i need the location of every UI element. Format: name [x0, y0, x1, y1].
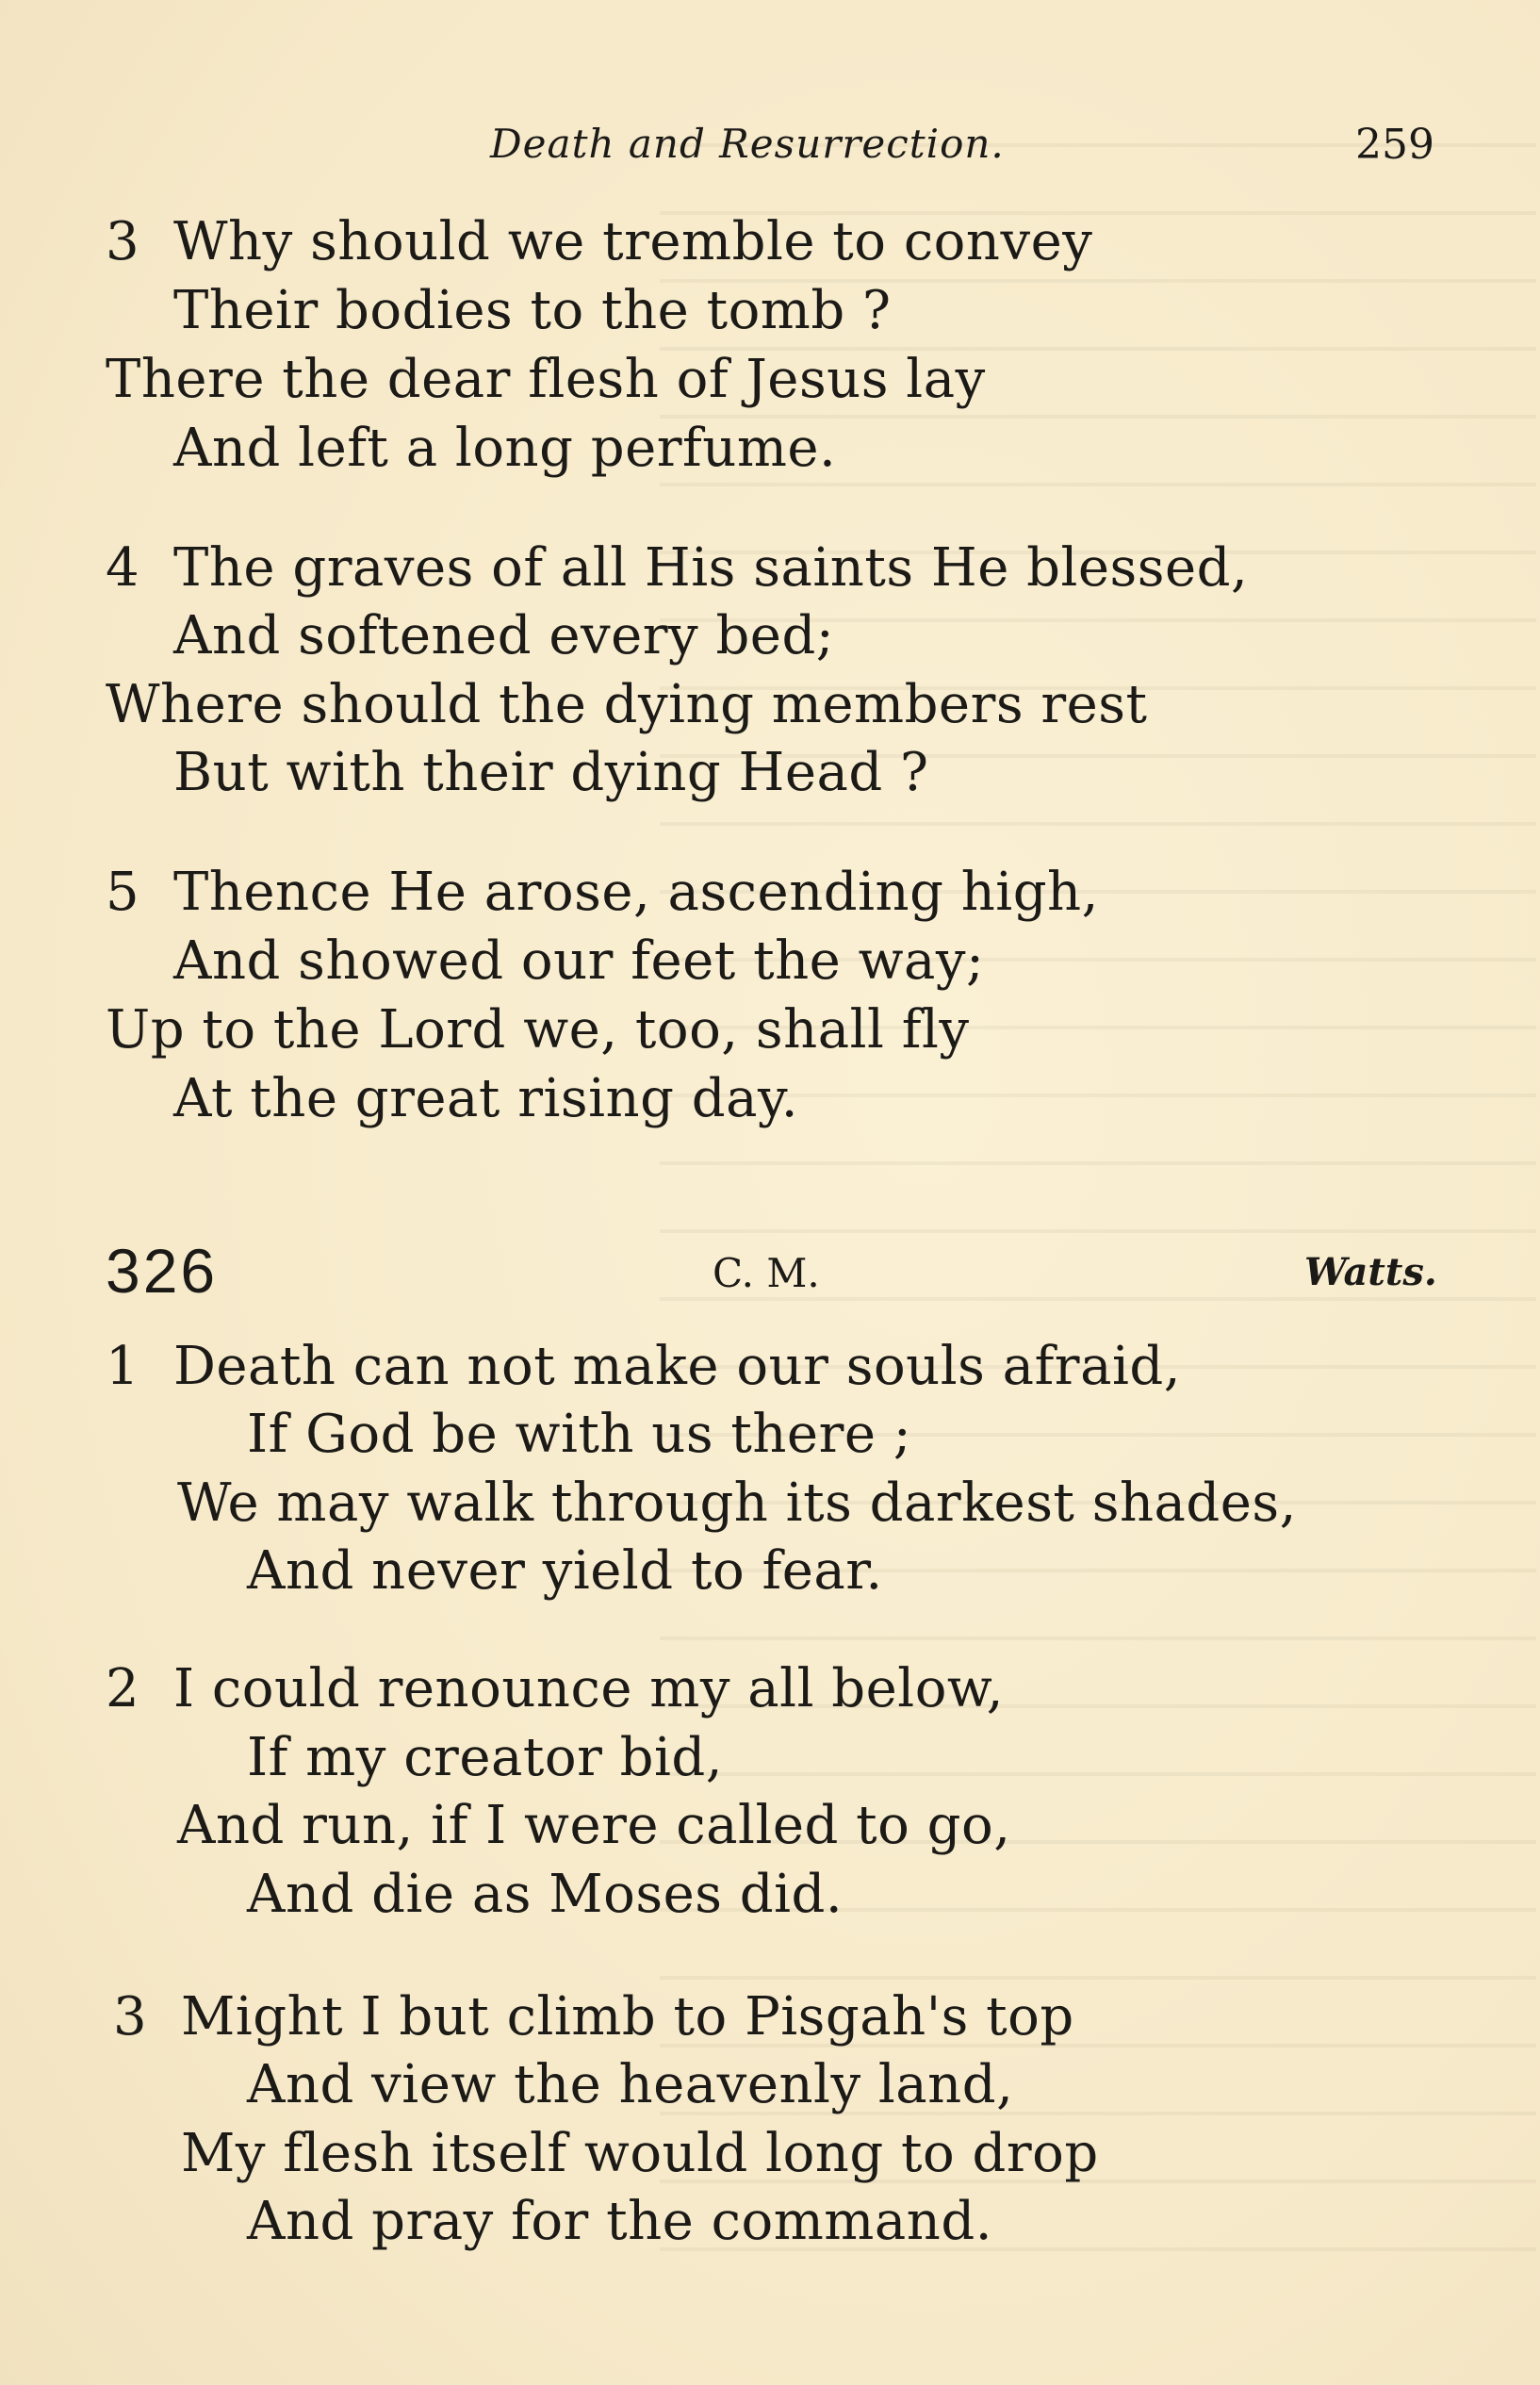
stanza-number: 1	[106, 1336, 140, 1397]
verse-line: And softened every bed;	[173, 605, 835, 666]
stanza-number: 3	[113, 1986, 148, 2048]
verse-line: And pray for the command.	[247, 2191, 993, 2252]
verse-line: If God be with us there ;	[247, 1404, 912, 1465]
running-title: Death and Resurrection.	[490, 121, 1005, 167]
verse-line: And run, if I were called to go,	[177, 1795, 1011, 1856]
verse-line: If my creator bid,	[247, 1727, 724, 1788]
verse-line	[106, 209, 1092, 275]
verse-line: And left a long perfume.	[173, 418, 837, 479]
verse-line: Up to the Lord we, too, shall fly	[106, 999, 970, 1061]
verse-line	[113, 1984, 1074, 2050]
verse-text: Death can not make our souls afraid,	[173, 1336, 1182, 1397]
page-header	[0, 121, 1540, 177]
page-number: 259	[1355, 121, 1434, 169]
hymn-number: 326	[106, 1236, 219, 1306]
verse-line: At the great rising day.	[173, 1068, 798, 1129]
verse-line: And showed our feet the way;	[173, 930, 985, 992]
stanza-number: 3	[106, 211, 140, 272]
verse-text: I could renounce my all below,	[173, 1658, 1005, 1719]
verse-text: Thence He arose, ascending high,	[173, 862, 1099, 923]
verse-line	[106, 535, 1248, 601]
verse-text: The graves of all His saints He blessed,	[173, 537, 1249, 599]
stanza-number: 4	[106, 537, 140, 599]
verse-line: We may walk through its darkest shades,	[177, 1472, 1297, 1534]
hymn-header	[0, 1235, 1540, 1310]
stanza-number: 5	[106, 862, 140, 923]
verse-line: Where should the dying members rest	[106, 674, 1148, 735]
verse-text: Might I but climb to Pisgah's top	[181, 1986, 1074, 2048]
verse-line: And view the heavenly land,	[247, 2054, 1014, 2115]
verse-line: And die as Moses did.	[247, 1864, 844, 1925]
verse-line: My flesh itself would long to drop	[181, 2123, 1099, 2184]
verse-line	[106, 1334, 1181, 1400]
stanza-number: 2	[106, 1658, 140, 1719]
verse-line: And never yield to fear.	[247, 1540, 883, 1602]
verse-line: There the dear flesh of Jesus lay	[106, 349, 986, 410]
verse-line: But with their dying Head ?	[173, 742, 929, 803]
verse-line	[106, 860, 1099, 926]
verse-text: Why should we tremble to convey	[173, 211, 1093, 272]
verse-line	[106, 1656, 1004, 1722]
hymn-meter: C. M.	[713, 1250, 820, 1296]
hymn-author: Watts.	[1304, 1250, 1437, 1294]
verse-line: Their bodies to the tomb ?	[173, 280, 892, 341]
